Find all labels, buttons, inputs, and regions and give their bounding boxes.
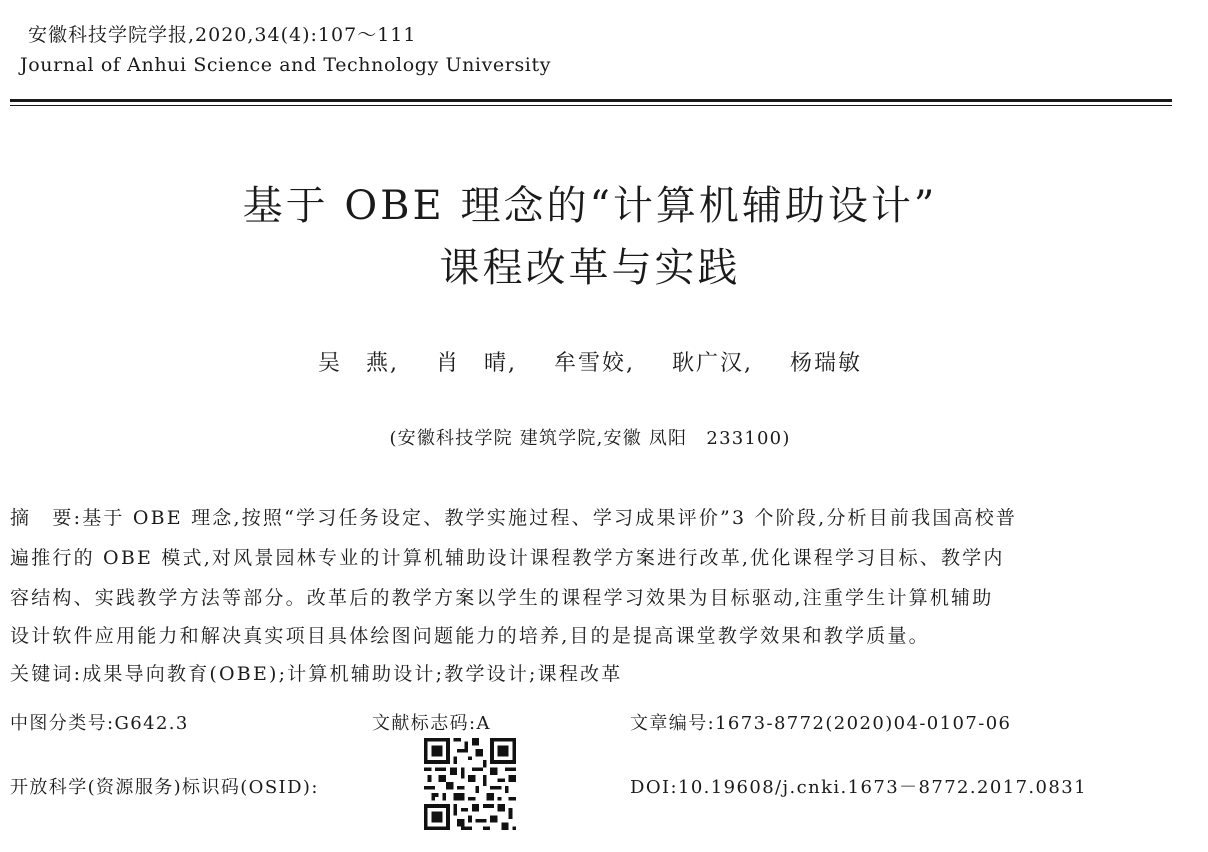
osid-label: 开放科学(资源服务)标识码(OSID): (10, 777, 319, 798)
paper-title-line1: 基于 OBE 理念的“计算机辅助设计” (242, 183, 938, 229)
journal-citation-cn: 安徽科技学院学报,2020,34(4):107～111 (28, 24, 417, 46)
paper-title-line2: 课程改革与实践 (439, 245, 741, 291)
affiliation: (安徽科技学院 建筑学院,安徽 凤阳 233100) (389, 428, 791, 449)
author-name: 牟雪姣, (553, 351, 635, 376)
author-name: 杨瑞敏 (789, 351, 862, 376)
abstract-line: 容结构、实践教学方法等部分。改革后的教学方案以学生的课程学习效果为目标驱动,注重学生计算机辅助 (10, 587, 994, 609)
header-rule-thick (10, 99, 1172, 102)
article-number: 文章编号:1673-8772(2020)04-0107-06 (630, 713, 1012, 734)
qr-code-icon[interactable] (424, 738, 516, 830)
header-rule-thin (10, 105, 1172, 106)
abstract-line: 摘 要:基于 OBE 理念,按照“学习任务设定、教学实施过程、学习成果评价”3 个阶段,分析目前我国高校普 (10, 507, 1018, 529)
author-name: 耿广汉, (671, 351, 753, 376)
author-name: 肖 晴, (435, 351, 517, 376)
doi[interactable]: DOI:10.19608/j.cnki.1673－8772.2017.0831 (630, 777, 1087, 798)
author-name: 吴 燕, (317, 351, 399, 376)
abstract-line: 遍推行的 OBE 模式,对风景园林专业的计算机辅助设计课程教学方案进行改革,优化课程学习目标、教学内 (10, 547, 1005, 569)
document-code: 文献标志码:A (372, 713, 491, 734)
abstract-line: 设计软件应用能力和解决真实项目具体绘图问题能力的培养,目的是提高课堂教学效果和教学质量。 (10, 625, 930, 647)
keywords: 关键词:成果导向教育(OBE);计算机辅助设计;教学设计;课程改革 (10, 663, 623, 685)
journal-name-en: Journal of Anhui Science and Technology University (20, 54, 552, 76)
clc-number: 中图分类号:G642.3 (10, 713, 189, 734)
author-list (0, 346, 1180, 377)
